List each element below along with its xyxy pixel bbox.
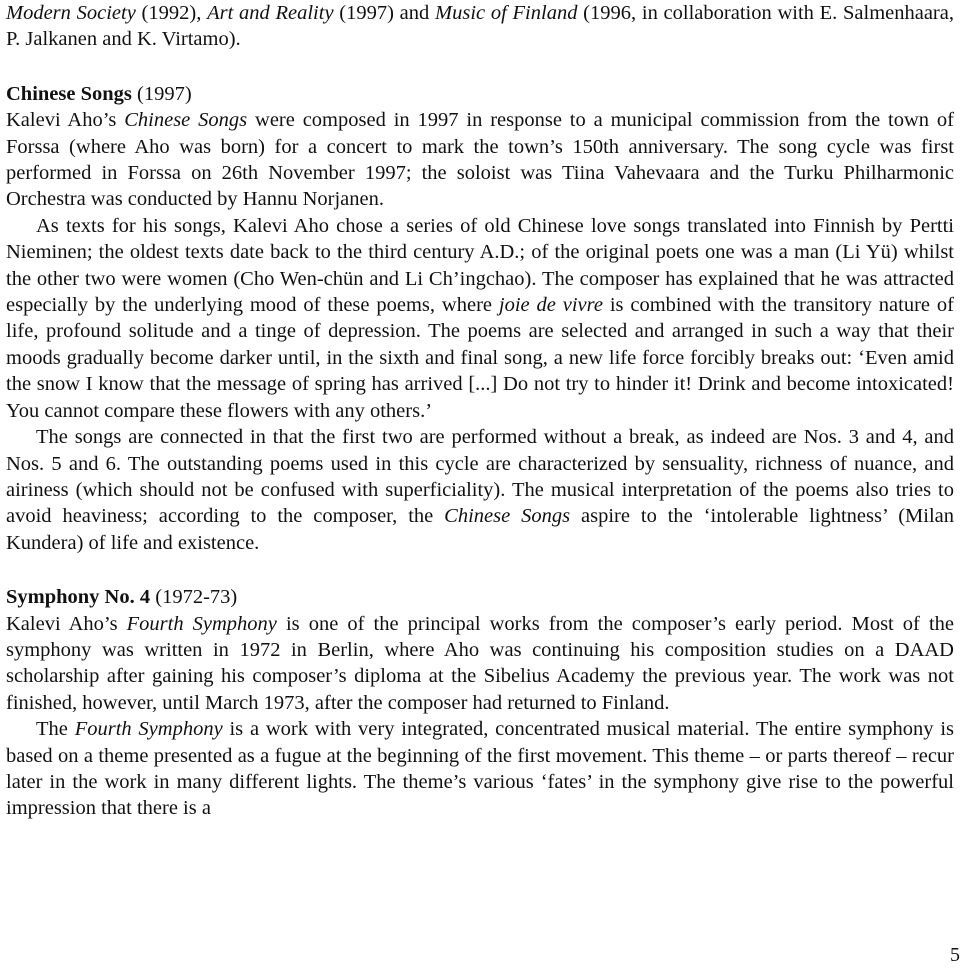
text-run: (1996, in collaboration with E. Salmenhaara, P. Jalkanen and K. Virtamo). xyxy=(6,2,954,51)
section-title: Symphony No. 4 xyxy=(6,586,151,609)
section-heading-symphony-4 xyxy=(6,584,954,610)
page-number: 5 xyxy=(950,944,960,966)
paragraph xyxy=(6,213,954,424)
phrase-italic: joie de vivre xyxy=(498,294,603,317)
work-title: Fourth Symphony xyxy=(126,612,277,635)
section-heading-chinese-songs xyxy=(6,81,954,107)
section-date: (1997) xyxy=(131,82,192,105)
book-title: Modern Society xyxy=(6,2,136,24)
book-title: Music of Finland xyxy=(435,2,578,24)
intro-paragraph xyxy=(6,0,954,53)
section-title: Chinese Songs xyxy=(6,82,132,105)
text-run: The songs are connected in that the first two are performed without a break, as indeed are Nos. 3 and 4, and Nos. 5 and 6. The outstanding poems used in this cycle are characterized by sensuality, richness of nuance, and airiness (which should not be confused with superficiality). The musical interpretation of the poems also tries to avoid heaviness; according to the composer, the xyxy=(6,426,954,528)
text-run: is combined with the transitory nature of life, profound solitude and a tinge of depression. The poems are selected and arranged in such a way that their moods gradually become darker until, in the sixth and final song, a new life force forcibly breaks out: ‘Even amid the snow I know that the message of spring has arrived [...] Do not try to hinder it! Drink and become intoxicated! You cannot compare these flowers with any others.’ xyxy=(6,294,954,422)
text-run: aspire to the ‘intolerable lightness’ (Milan Kundera) of life and existence. xyxy=(6,505,954,554)
section-date: (1972-73) xyxy=(150,586,238,609)
document-page xyxy=(6,0,954,972)
text-run: were composed in 1997 in response to a municipal commission from the town of Forssa (where Aho was born) for a concert to mark the town’s 150th anniversary. The song cycle was first performed in Forssa on 26th November 1997; the soloist was Tiina Vahevaara and the Turku Philharmonic Orchestra was conducted by Hannu Norjanen. xyxy=(6,109,954,211)
book-title: Art and Reality xyxy=(207,2,334,24)
paragraph xyxy=(6,611,954,717)
text-run: (1992), xyxy=(135,2,208,24)
paragraph xyxy=(6,107,954,213)
paragraph xyxy=(6,424,954,556)
text-run: Kalevi Aho’s xyxy=(6,612,127,635)
text-run: is one of the principal works from the composer’s early period. Most of the symphony was written in 1972 in Berlin, where Aho was continuing his composition studies on a DAAD scholarship after gaining his composer’s diploma at the Sibelius Academy the previous year. The work was not finished, however, until March 1973, after the composer had returned to Finland. xyxy=(6,612,955,714)
work-title: Chinese Songs xyxy=(444,505,571,528)
paragraph xyxy=(6,716,954,822)
text-run: is a work with very integrated, concentrated musical material. The entire symphony is based on a theme presented as a fugue at the beginning of the first movement. This theme – or parts thereof – recur later in the work in many different lights. The theme’s various ‘fates’ in the symphony give rise to the powerful impression that there is a xyxy=(6,718,954,820)
text-run: Kalevi Aho’s xyxy=(6,109,125,132)
text-run: (1997) and xyxy=(333,2,436,24)
work-title: Fourth Symphony xyxy=(74,718,223,741)
work-title: Chinese Songs xyxy=(124,109,248,132)
text-run: As texts for his songs, Kalevi Aho chose a series of old Chinese love songs translated into Finnish by Pertti Nieminen; the oldest texts date back to the third century A.D.; of the original poets one was a man (Li Yü) whilst the other two were women (Cho Wen-chün and Li Ch’ingchao). The composer has explained that he was attracted especially by the underlying mood of these poems, where xyxy=(6,214,954,317)
text-run: The xyxy=(36,718,75,741)
